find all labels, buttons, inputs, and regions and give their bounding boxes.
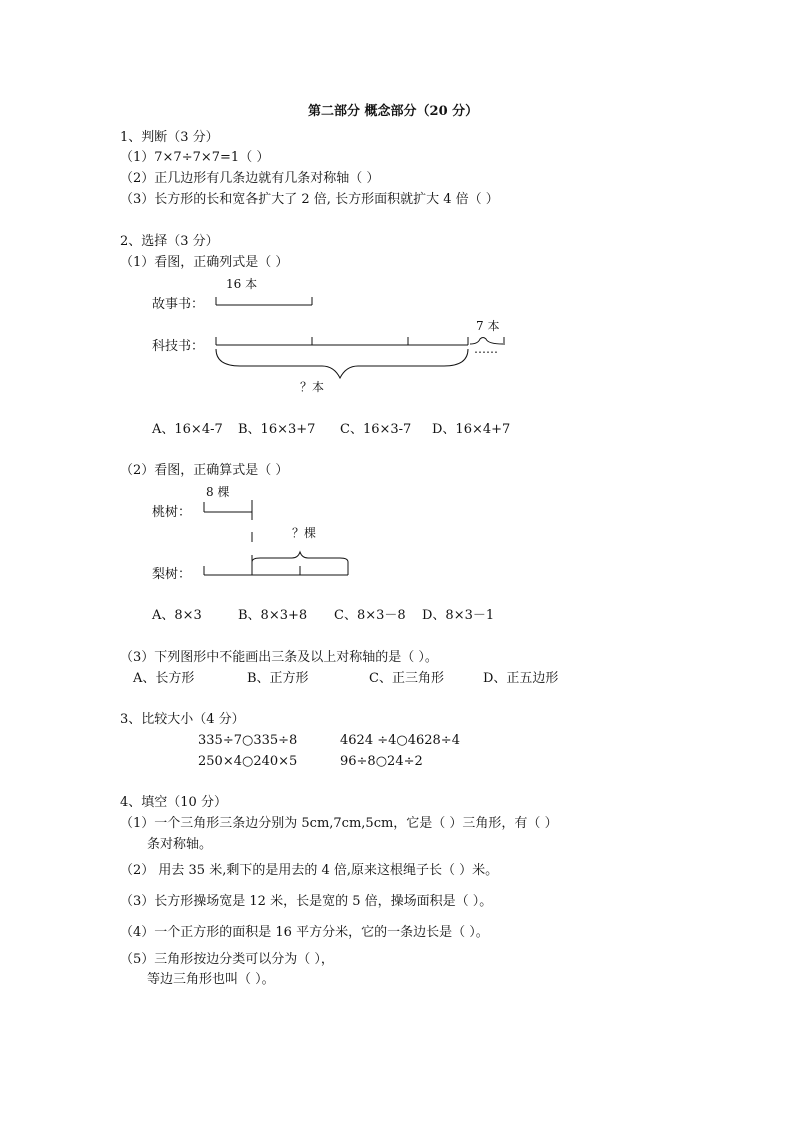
pear-unknown-label: ？棵 — [292, 526, 317, 540]
choice-question-2-prompt: （2）看图，正确算式是（ ） — [120, 463, 289, 478]
option-d[interactable]: D、16×4+7 — [432, 422, 511, 437]
extra-value-label: 7 本 — [476, 319, 500, 333]
fill-question-5-cont: 等边三角形也叫（ ）。 — [147, 972, 275, 987]
fill-question-4: （4）一个正方形的面积是 16 平方分米，它的一条边长是（ ）。 — [120, 925, 489, 940]
compare-1: 335÷7○335÷8 — [198, 733, 298, 748]
label-pear-trees: 梨树： — [152, 567, 192, 582]
option-a[interactable]: A、16×4-7 — [152, 422, 223, 437]
judge-question-1: （1）7×7÷7×7=1（ ） — [120, 150, 270, 165]
label-peach-trees: 桃树： — [152, 505, 192, 520]
option-b[interactable]: B、8×3+8 — [238, 608, 308, 623]
choice-question-2-options — [152, 607, 494, 625]
section-1-heading: 1、判断（3 分） — [120, 130, 219, 145]
option-b[interactable]: B、正方形 — [247, 671, 309, 686]
option-c[interactable]: C、正三角形 — [369, 671, 444, 686]
judge-question-2: （2）正几边形有几条边就有几条对称轴（ ） — [120, 171, 380, 186]
choice-question-3-prompt: （3）下列图形中不能画出三条及以上对称轴的是（ ）。 — [120, 650, 438, 665]
fill-question-2: （2） 用去 35 米,剩下的是用去的 4 倍,原来这根绳子长（ ）米。 — [120, 863, 499, 878]
compare-4: 96÷8○24÷2 — [340, 754, 423, 769]
label-story-books: 故事书： — [152, 297, 205, 312]
section-2-heading: 2、选择（3 分） — [120, 234, 219, 249]
choice-question-1-prompt: （1）看图，正确列式是（ ） — [120, 255, 289, 270]
fill-question-1: （1）一个三角形三条边分别为 5cm,7cm,5cm，它是（ ）三角形，有（ ） — [120, 816, 558, 831]
judge-question-3: （3）长方形的长和宽各扩大了 2 倍, 长方形面积就扩大 4 倍（ ） — [120, 192, 499, 207]
option-c[interactable]: C、16×3-7 — [340, 422, 412, 437]
section-3-heading: 3、比较大小（4 分） — [120, 712, 245, 727]
option-a[interactable]: A、长方形 — [133, 671, 195, 686]
label-science-books: 科技书： — [152, 339, 205, 354]
option-d[interactable]: D、正五边形 — [483, 671, 559, 686]
option-b[interactable]: B、16×3+7 — [238, 422, 316, 437]
choice-question-3-options — [133, 670, 558, 688]
fill-question-5: （5）三角形按边分类可以分为（ ）， — [120, 952, 334, 967]
compare-3: 250×4○240×5 — [198, 754, 298, 769]
compare-2: 4624 ÷4○4628÷4 — [340, 733, 460, 748]
page-title: 第二部分 概念部分（20 分） — [308, 104, 479, 119]
fill-question-3: （3）长方形操场宽是 12 米，长是宽的 5 倍，操场面积是（ ）。 — [120, 894, 493, 909]
total-label: ？本 — [300, 380, 325, 394]
option-a[interactable]: A、8×3 — [152, 608, 202, 623]
option-c[interactable]: C、8×3－8 — [334, 608, 406, 623]
peach-value-label: 8 棵 — [206, 485, 230, 499]
extra-dots: …… — [474, 342, 498, 356]
fill-question-1-cont: 条对称轴。 — [147, 837, 213, 852]
story-value-label: 16 本 — [226, 277, 258, 291]
option-d[interactable]: D、8×3－1 — [422, 608, 495, 623]
section-4-heading: 4、填空（10 分） — [120, 795, 227, 810]
